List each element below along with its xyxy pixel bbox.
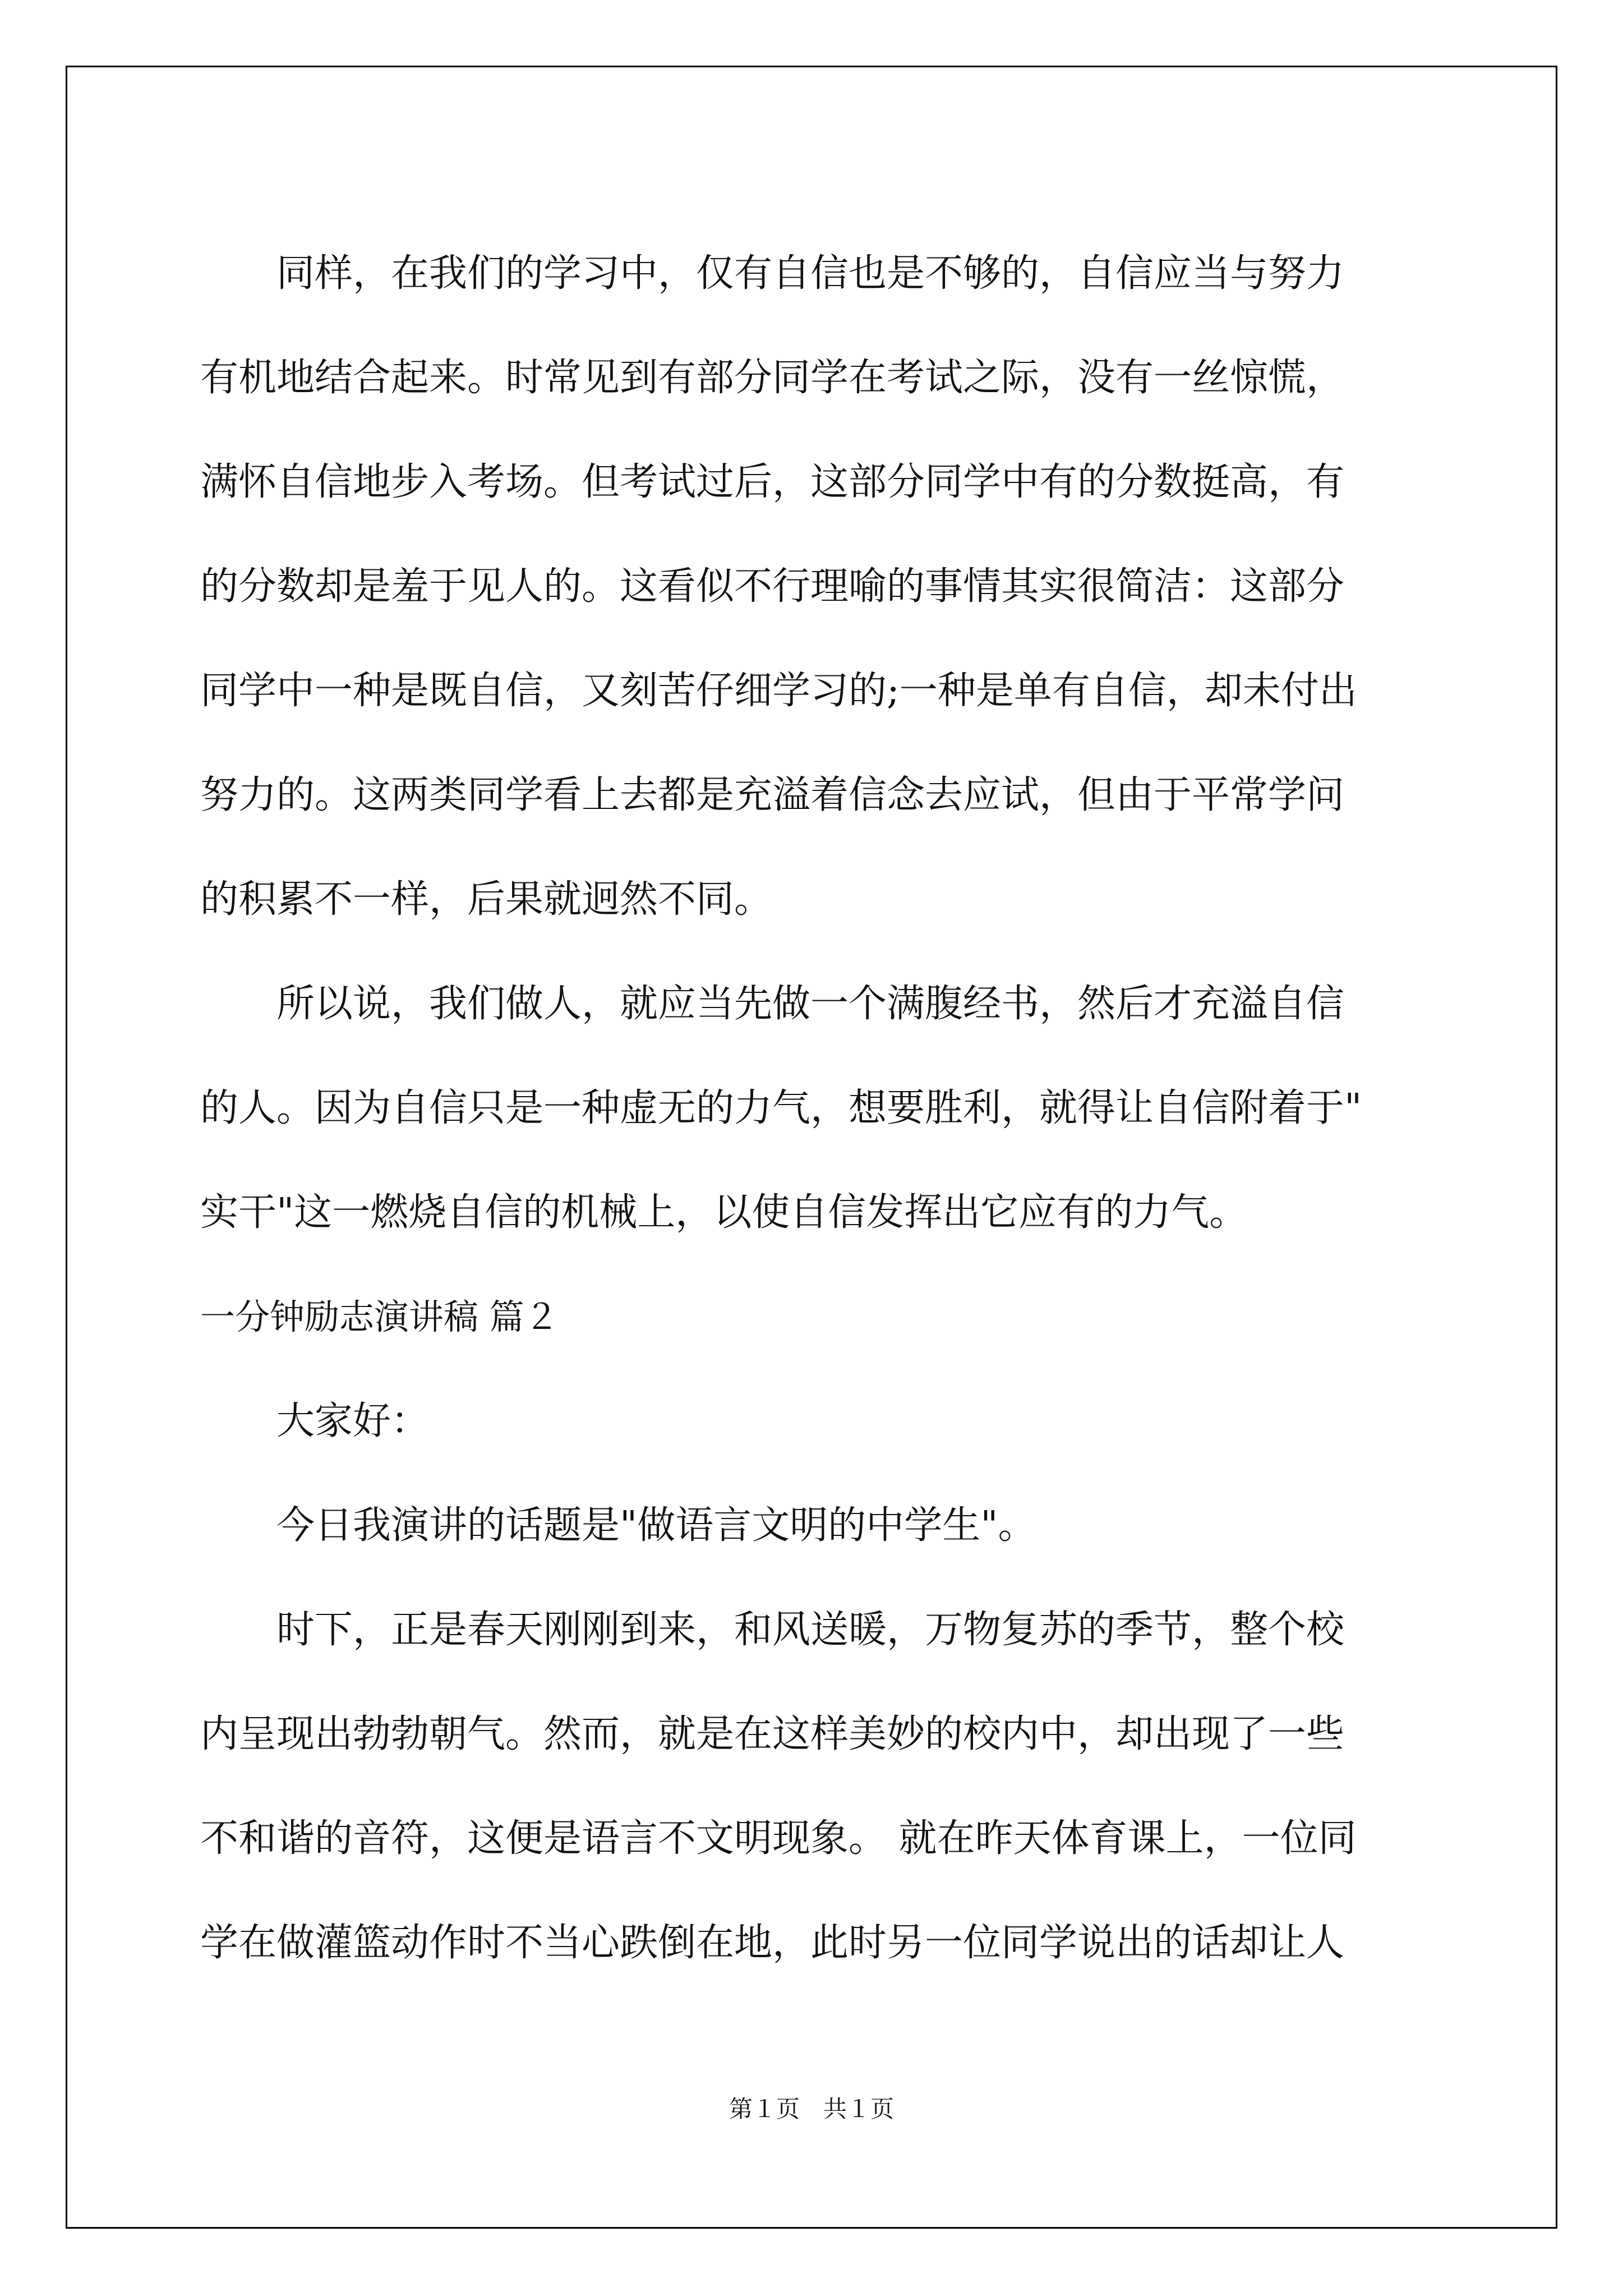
document-body [200,222,1440,1995]
topic-line: 今日我演讲的话题是"做语言文明的中学生"。 [200,1503,1036,1548]
text-line: 内呈现出勃勃朝气。然而，就是在这样美妙的校内中，却出现了一些 [200,1712,1345,1756]
text-line: 努力的。这两类同学看上去都是充溢着信念去应试，但由于平常学问 [200,773,1345,817]
text-line: 时下，正是春天刚刚到来，和风送暖，万物复苏的季节，整个校 [200,1608,1345,1652]
text-line: 有机地结合起来。时常见到有部分同学在考试之际，没有一丝惊慌， [200,356,1345,400]
section-heading: 一分钟励志演讲稿 篇２ [200,1296,559,1337]
text-line: 满怀自信地步入考场。但考试过后，这部分同学中有的分数挺高，有 [200,460,1345,504]
greeting-line: 大家好： [200,1399,430,1443]
page-footer: 第１页 共１页 [728,2095,894,2123]
text-line: 学在做灌篮动作时不当心跌倒在地，此时另一位同学说出的话却让人 [200,1921,1345,1965]
text-line: 所以说，我们做人，就应当先做一个满腹经书，然后才充溢自信 [200,982,1345,1026]
text-line: 的积累不一样，后果就迥然不同。 [200,877,773,922]
text-line: 的分数却是羞于见人的。这看似不行理喻的事情其实很简洁：这部分 [200,564,1345,609]
text-line: 的人。因为自信只是一种虚无的力气，想要胜利，就得让自信附着于" [200,1086,1362,1130]
text-line: 实干"这一燃烧自信的机械上，以使自信发挥出它应有的力气。 [200,1190,1248,1235]
text-line: 同样，在我们的学习中，仅有自信也是不够的，自信应当与努力 [200,251,1345,296]
text-line: 同学中一种是既自信，又刻苦仔细学习的;一种是单有自信，却未付出 [200,669,1357,713]
text-line: 不和谐的音符，这便是语言不文明现象。 就在昨天体育课上，一位同 [200,1816,1357,1861]
